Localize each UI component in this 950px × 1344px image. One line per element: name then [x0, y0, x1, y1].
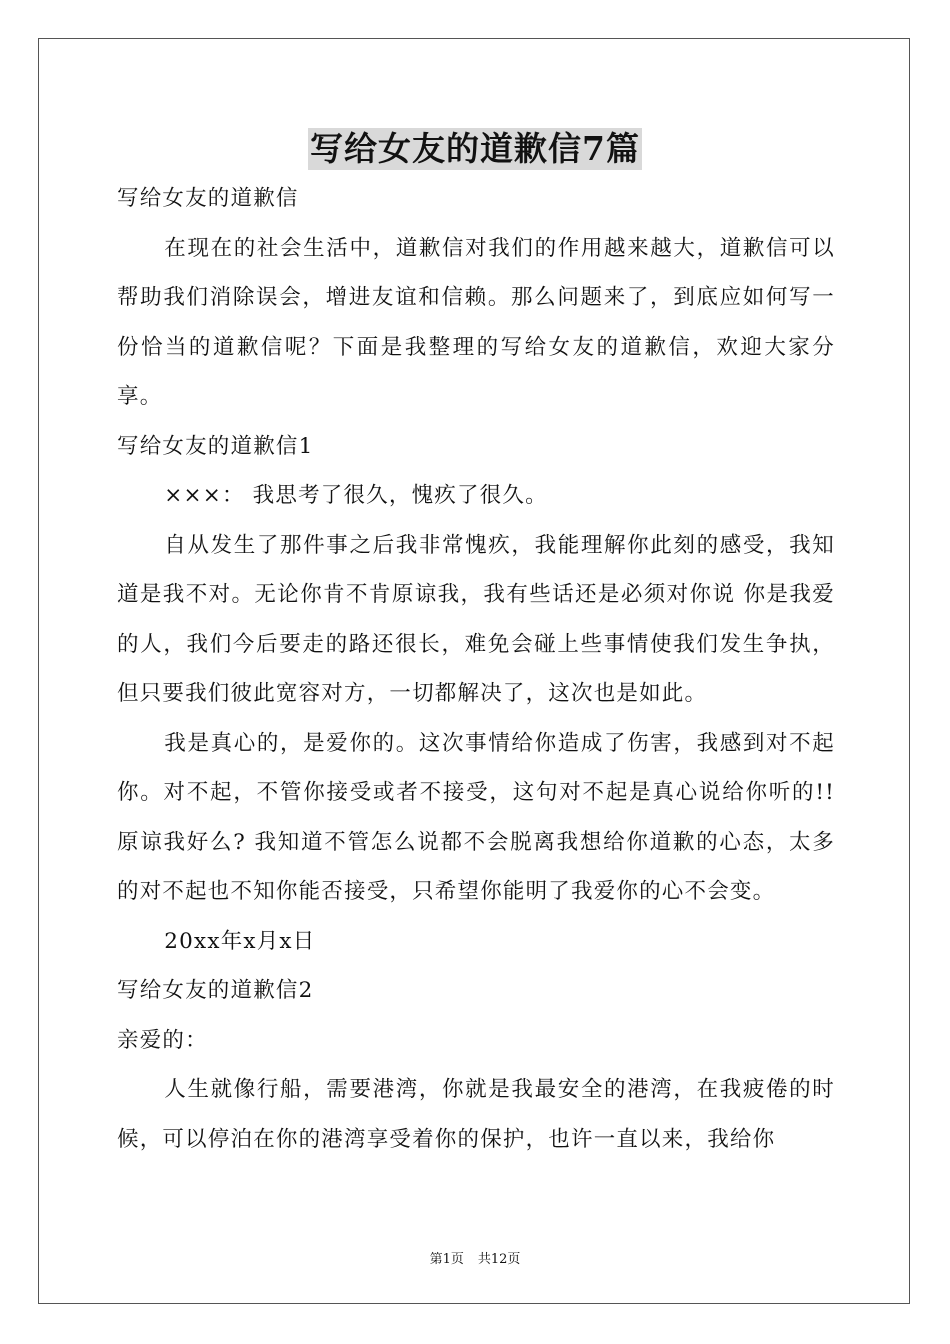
paragraph: 写给女友的道歉信2 [117, 978, 314, 1003]
page-footer [0, 1248, 950, 1267]
paragraph: ×××： 我思考了很久，愧疚了很久。 [164, 483, 548, 508]
paragraph: 自从发生了那件事之后我非常愧疚，我能理解你此刻的感受，我知道是我不对。无论你肯不肯原谅我，我有些话还是必须对你说 你是我爱的人，我们今后要走的路还很长，难免会碰上些事情使我们发生争执，但只要我们彼此宽容对方，一切都解决了，这次也是如此。 [117, 532, 835, 706]
paragraph: 在现在的社会生活中，道歉信对我们的作用越来越大，道歉信可以帮助我们消除误会，增进友谊和信赖。那么问题来了，到底应如何写一份恰当的道歉信呢？下面是我整理的写给女友的道歉信，欢迎大家分享。 [117, 235, 835, 409]
document-title: 写给女友的道歉信7篇 [310, 129, 640, 168]
paragraph: 我是真心的，是爱你的。这次事情给你造成了伤害，我感到对不起你。对不起，不管你接受或者不接受，这句对不起是真心说给你听的!!原谅我好么? 我知道不管怎么说都不会脱离我想给你道歉的心态，太多的对不起也不知你能否接受，只希望你能明了我爱你的心不会变。 [117, 730, 835, 904]
paragraph: 20xx年x月x日 [164, 928, 316, 954]
title-container [0, 128, 950, 170]
page-total: 共12页 [477, 1252, 521, 1267]
paragraph: 写给女友的道歉信 [117, 186, 299, 211]
paragraph: 写给女友的道歉信1 [117, 433, 314, 459]
document-body [117, 174, 835, 1164]
paragraph: 人生就像行船，需要港湾，你就是我最安全的港湾，在我疲倦的时候，可以停泊在你的港湾享受着你的保护，也许一直以来，我给你 [117, 1077, 835, 1152]
paragraph: 亲爱的： [117, 1027, 208, 1053]
page-number: 第1页 [429, 1252, 464, 1267]
